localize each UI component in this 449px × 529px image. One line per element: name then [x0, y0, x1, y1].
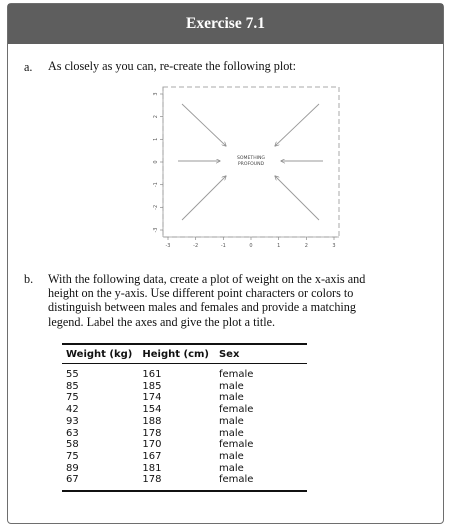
- data-table: [62, 343, 307, 492]
- table-row: [62, 364, 307, 381]
- y-tick-label: 1: [153, 137, 159, 141]
- x-tick-label: 3: [332, 243, 336, 249]
- sex-cell: female: [218, 369, 254, 380]
- arrow-top-left: [182, 104, 226, 146]
- table-row: [62, 451, 307, 463]
- sex-cell: male: [218, 380, 244, 392]
- height-cell: 174: [142, 392, 162, 404]
- sex-cell: female: [218, 439, 254, 451]
- table-row: [62, 404, 307, 416]
- x-tick-label: 2: [304, 243, 308, 249]
- height-cell: 178: [142, 427, 162, 439]
- arrow-bottom-left: [182, 176, 226, 220]
- column-header-sex: Sex: [215, 344, 307, 364]
- x-tick-label: 1: [277, 243, 281, 249]
- weight-cell: 75: [66, 392, 79, 404]
- x-tick-label: -1: [220, 243, 226, 249]
- arrow-bottom-right: [275, 176, 319, 220]
- y-tick-label: 0: [153, 160, 159, 164]
- weight-cell: 67: [62, 474, 138, 491]
- weight-cell: 63: [66, 427, 79, 439]
- sex-cell: male: [218, 450, 244, 462]
- y-tick-label: -1: [153, 182, 159, 188]
- weight-cell: 89: [66, 462, 79, 474]
- height-cell: 185: [142, 380, 162, 392]
- part-b-line: distinguish between males and females and provide a matching: [48, 300, 356, 315]
- table-row: [62, 439, 307, 451]
- height-cell: 170: [142, 439, 162, 451]
- exercise-title: Exercise 7.1: [8, 4, 443, 44]
- table-row: [62, 392, 307, 404]
- part-b-label: b.: [24, 272, 34, 286]
- y-tick-label: 2: [153, 115, 159, 119]
- table-row: [62, 463, 307, 475]
- part-b-line: height on the y-axis. Use different point characters or colors to: [48, 286, 354, 301]
- sex-cell: female: [215, 474, 307, 491]
- height-cell: 181: [142, 462, 162, 474]
- table-row: [62, 381, 307, 393]
- height-cell: 154: [142, 404, 162, 416]
- center-text-line1: SOMETHING: [236, 156, 266, 161]
- x-tick-label: -2: [193, 243, 199, 249]
- sex-cell: male: [218, 427, 244, 439]
- sex-cell: female: [218, 404, 254, 416]
- table-header-row: [62, 344, 307, 364]
- table-row: [62, 428, 307, 440]
- x-tick-label: -3: [165, 243, 171, 249]
- x-tick-label: 0: [249, 243, 253, 249]
- example-plot: [154, 82, 344, 257]
- height-cell: 167: [142, 450, 162, 462]
- arrow-top-right: [275, 104, 319, 146]
- y-tick-label: 3: [153, 92, 159, 96]
- weight-cell: 75: [66, 450, 79, 462]
- table-row: [62, 474, 307, 491]
- center-text-line2: PROFOUND: [237, 162, 265, 167]
- part-b-text: [48, 272, 365, 329]
- part-b-line: legend. Label the axes and give the plot a title.: [48, 314, 276, 329]
- weight-cell: 55: [66, 369, 79, 380]
- weight-cell: 42: [66, 404, 79, 416]
- exercise-box: [7, 3, 444, 524]
- sex-cell: male: [218, 462, 244, 474]
- part-a-text: As closely as you can, re-create the following plot:: [48, 59, 297, 73]
- column-header-weight: Weight (kg): [62, 344, 138, 364]
- part-b-line: With the following data, create a plot of weight on the x-axis and: [48, 272, 366, 286]
- weight-cell: 58: [66, 439, 79, 451]
- weight-cell: 93: [66, 415, 79, 427]
- y-tick-label: -3: [153, 227, 159, 233]
- height-cell: 188: [142, 415, 162, 427]
- height-cell: 178: [138, 474, 215, 491]
- sex-cell: male: [218, 392, 244, 404]
- weight-cell: 85: [66, 380, 79, 392]
- height-cell: 161: [142, 369, 162, 380]
- column-header-height: Height (cm): [138, 344, 215, 364]
- part-a-label: a.: [24, 60, 33, 74]
- y-tick-label: -2: [153, 204, 159, 210]
- table-row: [62, 416, 307, 428]
- sex-cell: male: [218, 415, 244, 427]
